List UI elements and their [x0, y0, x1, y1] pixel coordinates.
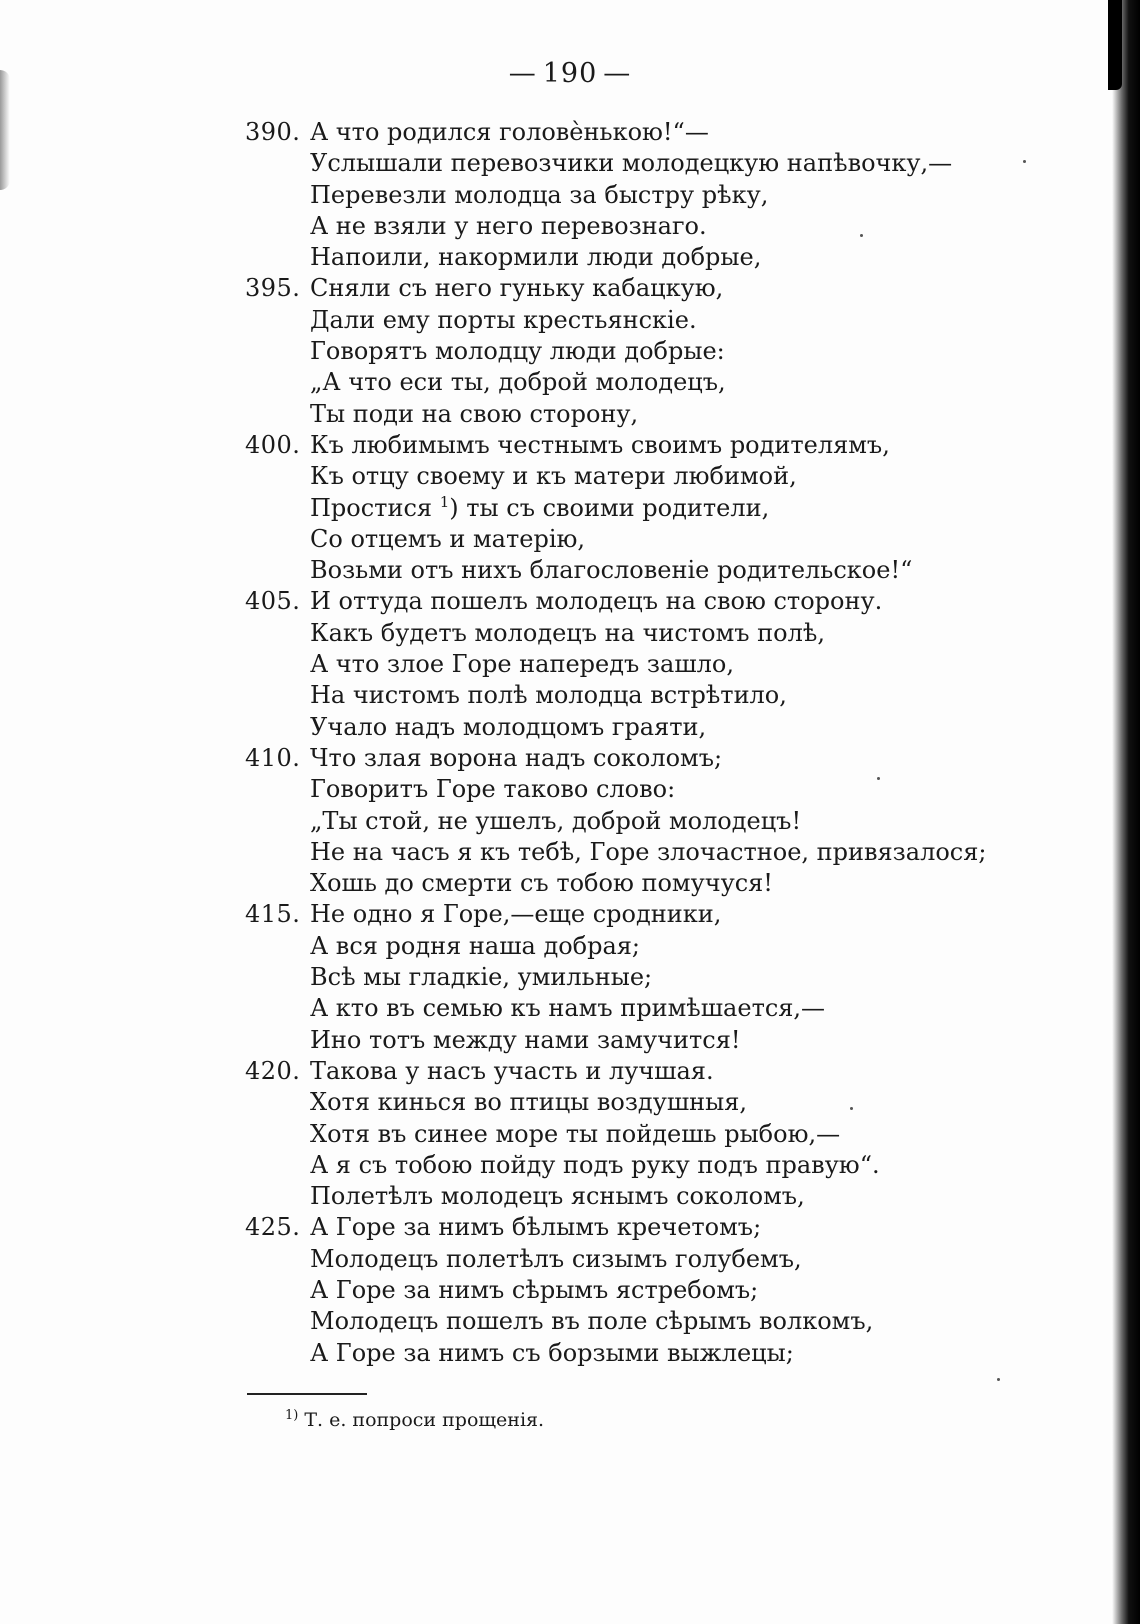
verse-text	[310, 148, 952, 179]
verse-text	[310, 774, 675, 805]
verse-text	[310, 430, 890, 461]
verse-text-main: Перевезли молодца за быстру рѣку,	[310, 180, 769, 209]
verse-line	[245, 1244, 1045, 1275]
verse-text-main: „А что еси ты, доброй молодецъ,	[310, 368, 726, 397]
verse-line	[245, 305, 1045, 336]
verse-text-main: Не на часъ я къ тебѣ, Горе злочастное, привязалося;	[310, 837, 987, 866]
verse-line	[245, 461, 1045, 492]
verse-line	[245, 367, 1045, 398]
verse-line	[245, 336, 1045, 367]
verse-line	[245, 680, 1045, 711]
verse-line	[245, 806, 1045, 837]
verse-text-main: Хошь до смерти съ тобою помучуся!	[310, 869, 773, 898]
verse-number: 420.	[245, 1056, 301, 1085]
verse-text-main: Учало надъ молодцомъ граяти,	[310, 712, 707, 741]
verse-text	[310, 993, 825, 1024]
verse-number: 405.	[245, 587, 301, 616]
verse-text	[310, 712, 706, 743]
verse-line	[245, 649, 1045, 680]
footnote-reference-paren: )	[449, 493, 459, 522]
verse-text-main: И оттуда пошелъ молодецъ на свою сторону.	[310, 587, 883, 616]
verse-text	[310, 336, 725, 367]
verse-text	[310, 524, 585, 555]
verse-number: 390.	[245, 118, 301, 146]
verse-text	[310, 931, 640, 962]
verse-block	[245, 117, 1045, 1369]
verse-text-main: А не взяли у него перевознаго.	[310, 211, 707, 240]
verse-text	[310, 367, 726, 398]
scan-speck	[877, 777, 880, 780]
verse-line	[245, 837, 1045, 868]
page-number	[0, 58, 1140, 89]
page-number-dash-right: —	[603, 58, 632, 89]
verse-text-main: А вся родня наша добрая;	[310, 931, 641, 960]
verse-text	[310, 117, 709, 148]
verse-number: 400.	[245, 430, 301, 459]
verse-text-main: На чистомъ полѣ молодца встрѣтило,	[310, 681, 787, 710]
verse-text	[310, 1244, 802, 1275]
verse-line	[245, 211, 1045, 242]
footnote-mark: 1)	[285, 1408, 299, 1423]
verse-line	[245, 1181, 1045, 1212]
verse-text-main: Сняли съ него гуньку кабацкую,	[310, 274, 724, 303]
verse-line	[245, 712, 1045, 743]
verse-line	[245, 962, 1045, 993]
verse-text-main: Всѣ мы гладкіе, умильные;	[310, 963, 653, 992]
verse-text-after: ты съ своими родители,	[458, 493, 770, 522]
verse-text-main: Услышали перевозчики молодецкую напѣвочку,—	[310, 149, 953, 178]
verse-line	[245, 1119, 1045, 1150]
verse-text	[310, 305, 697, 336]
verse-text	[310, 1025, 741, 1056]
verse-line	[245, 586, 1045, 617]
page-number-dash-left: —	[508, 58, 537, 89]
verse-line	[245, 180, 1045, 211]
verse-text	[310, 962, 652, 993]
verse-text	[310, 242, 761, 273]
verse-text-main: Полетѣлъ молодецъ яснымъ соколомъ,	[310, 1182, 805, 1211]
verse-text	[310, 837, 986, 868]
verse-line	[245, 931, 1045, 962]
footnote-rule	[247, 1393, 367, 1395]
verse-line	[245, 493, 1045, 524]
verse-text	[310, 399, 638, 430]
verse-number: 410.	[245, 743, 301, 772]
verse-number: 395.	[245, 274, 301, 303]
verse-text-main: Къ отцу своему и къ матери любимой,	[310, 462, 797, 491]
verse-text-main: Говорятъ молодцу люди добрые:	[310, 337, 725, 366]
verse-text	[310, 1181, 805, 1212]
verse-text	[310, 1212, 761, 1243]
verse-line	[245, 743, 1045, 774]
verse-text-main: А я съ тобою пойду подъ руку подъ правую“.	[310, 1150, 880, 1179]
verse-line	[245, 1275, 1045, 1306]
verse-text-main: Не одно я Горе,—еще сродники,	[310, 900, 722, 929]
verse-text	[310, 868, 773, 899]
verse-text-main: Ты поди на свою сторону,	[310, 399, 639, 428]
verse-text-main: А Горе за нимъ сѣрымъ ястребомъ;	[310, 1275, 759, 1304]
verse-line	[245, 1025, 1045, 1056]
scan-speck	[860, 234, 863, 237]
verse-text	[310, 555, 912, 586]
verse-line	[245, 399, 1045, 430]
verse-text	[310, 1056, 714, 1087]
verse-line	[245, 1338, 1045, 1369]
verse-text-main: Къ любимымъ честнымъ своимъ родителямъ,	[310, 430, 890, 459]
page-right-edge	[1112, 0, 1140, 1624]
verse-text	[310, 649, 734, 680]
verse-text	[310, 806, 801, 837]
verse-text	[310, 461, 797, 492]
verse-line	[245, 273, 1045, 304]
verse-text-main: А кто въ семью къ намъ примѣшается,—	[310, 994, 826, 1023]
verse-text-main: „Ты стой, не ушелъ, доброй молодецъ!	[310, 806, 802, 835]
verse-number: 425.	[245, 1213, 301, 1242]
page-number-value: 190	[542, 58, 598, 89]
verse-text	[310, 586, 882, 617]
verse-text	[310, 273, 723, 304]
verse-text-main: Дали ему порты крестьянскіе.	[310, 305, 697, 334]
verse-line	[245, 1212, 1045, 1243]
verse-text-main: Простися	[310, 493, 433, 522]
verse-text-main: Молодецъ полетѣлъ сизымъ голубемъ,	[310, 1244, 802, 1273]
verse-text	[310, 1087, 747, 1118]
verse-number: 415.	[245, 900, 301, 929]
verse-text-main: Хотя въ синее море ты пойдешь рыбою,—	[310, 1119, 841, 1148]
verse-text-main: Напоили, накормили люди добрые,	[310, 243, 762, 272]
verse-text-main: Какъ будетъ молодецъ на чистомъ полѣ,	[310, 618, 825, 647]
verse-text-main: Говоритъ Горе таково слово:	[310, 775, 676, 804]
verse-line	[245, 1056, 1045, 1087]
verse-text-main: А что родился головѐнькою!“—	[310, 118, 709, 146]
verse-text-main: Возьми отъ нихъ благословеніе родительское!“	[310, 556, 913, 585]
verse-text-main: Молодецъ пошелъ въ поле сѣрымъ волкомъ,	[310, 1307, 874, 1336]
verse-text	[310, 1306, 873, 1337]
verse-line	[245, 1306, 1045, 1337]
verse-text	[310, 1275, 758, 1306]
verse-line	[245, 1087, 1045, 1118]
verse-text-main: Такова у насъ участь и лучшая.	[310, 1056, 714, 1085]
verse-line	[245, 774, 1045, 805]
verse-text	[310, 899, 721, 930]
verse-text-main: А что злое Горе напередъ зашло,	[310, 650, 734, 679]
scan-speck	[1023, 160, 1026, 163]
verse-text	[310, 618, 825, 649]
verse-text	[310, 1150, 880, 1181]
verse-text-main: А Горе за нимъ съ борзыми выжлецы;	[310, 1338, 794, 1367]
footnote-reference: 1	[439, 492, 450, 511]
scan-speck	[997, 1378, 1000, 1381]
verse-line	[245, 899, 1045, 930]
footnote-text: Т. е. попроси прощенія.	[304, 1409, 545, 1431]
verse-line	[245, 555, 1045, 586]
verse-line	[245, 242, 1045, 273]
verse-line	[245, 148, 1045, 179]
verse-text-main: Ино тотъ между нами замучится!	[310, 1025, 741, 1054]
verse-text-main: А Горе за нимъ бѣлымъ кречетомъ;	[310, 1213, 762, 1242]
verse-line	[245, 430, 1045, 461]
verse-text-main: Хотя кинься во птицы воздушныя,	[310, 1088, 748, 1117]
verse-text	[310, 1119, 840, 1150]
verse-line	[245, 1150, 1045, 1181]
verse-line	[245, 618, 1045, 649]
verse-text	[310, 493, 769, 524]
verse-text-main: Со отцемъ и матерію,	[310, 524, 586, 553]
verse-line	[245, 993, 1045, 1024]
verse-line	[245, 524, 1045, 555]
scan-speck	[850, 1107, 853, 1110]
verse-text	[310, 743, 722, 774]
verse-text-main: Что злая ворона надъ соколомъ;	[310, 743, 723, 772]
verse-text	[310, 180, 768, 211]
verse-text	[310, 211, 707, 242]
verse-line	[245, 117, 1045, 148]
verse-text	[310, 680, 787, 711]
verse-text	[310, 1338, 794, 1369]
verse-line	[245, 868, 1045, 899]
footnote	[285, 1409, 544, 1431]
